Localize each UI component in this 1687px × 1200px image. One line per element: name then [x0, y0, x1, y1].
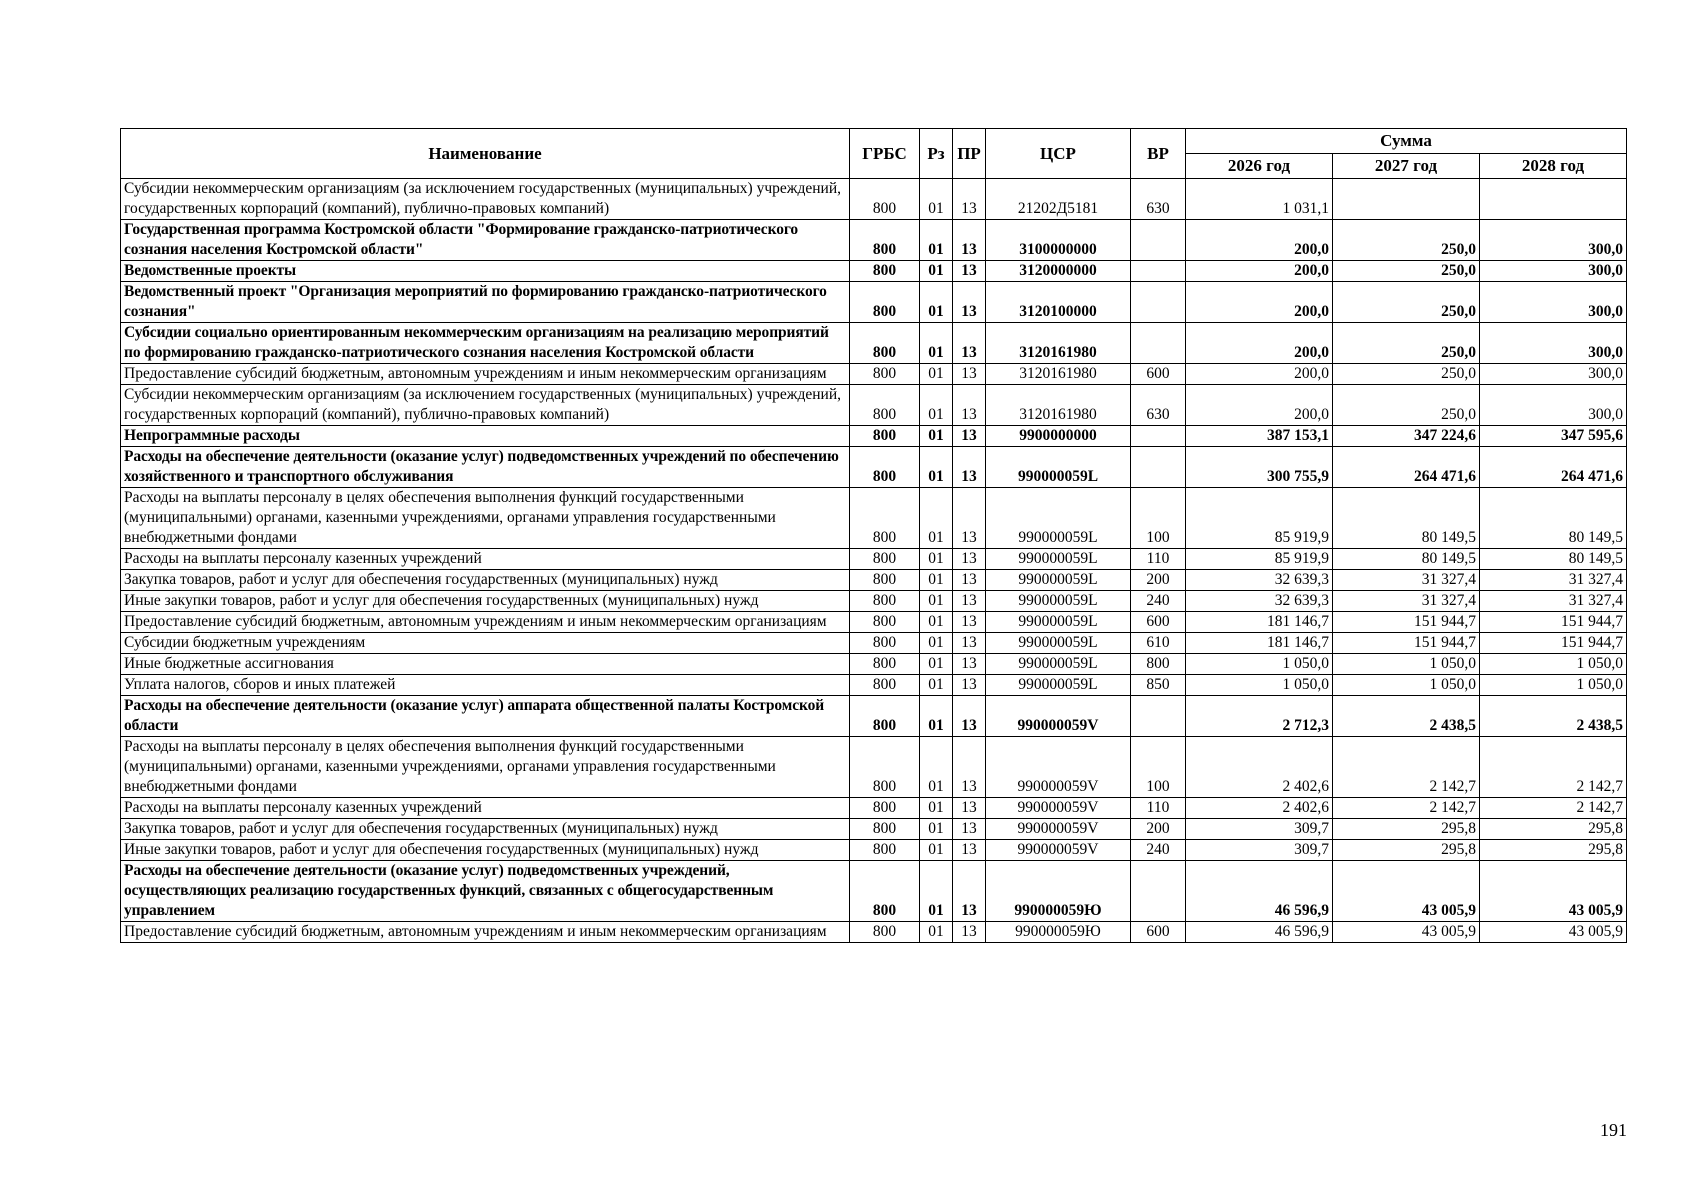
- cell-sum-2026: 1 050,0: [1186, 675, 1333, 696]
- cell-vr: 110: [1131, 549, 1186, 570]
- table-row: [121, 261, 1627, 282]
- header-year-2027: 2027 год: [1333, 154, 1480, 179]
- cell-vr: 100: [1131, 737, 1186, 798]
- cell-vr: [1131, 261, 1186, 282]
- cell-rz: 01: [920, 426, 953, 447]
- table-row: [121, 549, 1627, 570]
- table-body: [121, 179, 1627, 943]
- table-row: [121, 385, 1627, 426]
- cell-csr: 3120161980: [986, 385, 1131, 426]
- cell-sum-2026: 200,0: [1186, 282, 1333, 323]
- cell-csr: 990000059Ю: [986, 922, 1131, 943]
- header-csr: ЦСР: [986, 129, 1131, 179]
- cell-name: Уплата налогов, сборов и иных платежей: [121, 675, 850, 696]
- cell-rz: 01: [920, 591, 953, 612]
- cell-vr: [1131, 282, 1186, 323]
- cell-csr: 990000059V: [986, 798, 1131, 819]
- cell-name: Предоставление субсидий бюджетным, автономным учреждениям и иным некоммерческим организациям: [121, 612, 850, 633]
- cell-pr: 13: [953, 261, 986, 282]
- cell-sum-2028: 80 149,5: [1480, 549, 1627, 570]
- cell-grbs: 800: [850, 798, 920, 819]
- cell-csr: 990000059L: [986, 654, 1131, 675]
- cell-name: Субсидии бюджетным учреждениям: [121, 633, 850, 654]
- cell-pr: 13: [953, 220, 986, 261]
- cell-name: Расходы на выплаты персоналу в целях обеспечения выполнения функций государственными (муниципальными) органами, казенными учреждениями, органами управления государственными внебюджетными фондами: [121, 737, 850, 798]
- cell-name: Расходы на выплаты персоналу казенных учреждений: [121, 549, 850, 570]
- cell-name: Расходы на обеспечение деятельности (оказание услуг) подведомственных учреждений по обеспечению хозяйственного и транспортного обслуживания: [121, 447, 850, 488]
- cell-name: Закупка товаров, работ и услуг для обеспечения государственных (муниципальных) нужд: [121, 819, 850, 840]
- table-row: [121, 179, 1627, 220]
- cell-sum-2027: 250,0: [1333, 364, 1480, 385]
- cell-sum-2026: 181 146,7: [1186, 612, 1333, 633]
- cell-sum-2027: [1333, 179, 1480, 220]
- cell-sum-2027: 264 471,6: [1333, 447, 1480, 488]
- cell-sum-2026: 85 919,9: [1186, 549, 1333, 570]
- cell-vr: 240: [1131, 840, 1186, 861]
- cell-csr: 990000059L: [986, 447, 1131, 488]
- cell-vr: 600: [1131, 612, 1186, 633]
- header-rz: Рз: [920, 129, 953, 179]
- table-row: [121, 220, 1627, 261]
- cell-rz: 01: [920, 179, 953, 220]
- cell-pr: 13: [953, 696, 986, 737]
- cell-pr: 13: [953, 798, 986, 819]
- cell-sum-2027: 1 050,0: [1333, 654, 1480, 675]
- cell-grbs: 800: [850, 323, 920, 364]
- cell-sum-2028: 2 142,7: [1480, 798, 1627, 819]
- table-row: [121, 591, 1627, 612]
- cell-sum-2028: 300,0: [1480, 220, 1627, 261]
- cell-pr: 13: [953, 819, 986, 840]
- cell-vr: 200: [1131, 570, 1186, 591]
- cell-sum-2027: 250,0: [1333, 261, 1480, 282]
- table-row: [121, 696, 1627, 737]
- cell-vr: 600: [1131, 922, 1186, 943]
- cell-sum-2028: 2 142,7: [1480, 737, 1627, 798]
- cell-sum-2026: 1 050,0: [1186, 654, 1333, 675]
- cell-pr: 13: [953, 861, 986, 922]
- cell-sum-2027: 347 224,6: [1333, 426, 1480, 447]
- cell-csr: 990000059L: [986, 633, 1131, 654]
- cell-vr: 630: [1131, 385, 1186, 426]
- cell-sum-2028: 1 050,0: [1480, 654, 1627, 675]
- cell-csr: 990000059L: [986, 675, 1131, 696]
- cell-sum-2028: 300,0: [1480, 385, 1627, 426]
- cell-name: Ведомственный проект "Организация мероприятий по формированию гражданско-патриотического сознания": [121, 282, 850, 323]
- cell-csr: 990000059L: [986, 488, 1131, 549]
- table-row: [121, 570, 1627, 591]
- cell-pr: 13: [953, 570, 986, 591]
- cell-sum-2026: 46 596,9: [1186, 922, 1333, 943]
- cell-vr: [1131, 861, 1186, 922]
- header-sum: Сумма: [1186, 129, 1627, 154]
- cell-vr: 610: [1131, 633, 1186, 654]
- cell-csr: 990000059L: [986, 612, 1131, 633]
- cell-sum-2027: 250,0: [1333, 220, 1480, 261]
- cell-sum-2028: 295,8: [1480, 819, 1627, 840]
- cell-sum-2028: 300,0: [1480, 364, 1627, 385]
- cell-name: Субсидии некоммерческим организациям (за исключением государственных (муниципальных) учреждений, государственных корпораций (компаний), публично-правовых компаний): [121, 179, 850, 220]
- cell-sum-2028: 300,0: [1480, 261, 1627, 282]
- cell-sum-2027: 151 944,7: [1333, 633, 1480, 654]
- cell-grbs: 800: [850, 819, 920, 840]
- header-year-2026: 2026 год: [1186, 154, 1333, 179]
- cell-name: Расходы на обеспечение деятельности (оказание услуг) подведомственных учреждений, осуществляющих реализацию государственных функций, связанных с общегосударственным управлением: [121, 861, 850, 922]
- cell-vr: 110: [1131, 798, 1186, 819]
- cell-sum-2026: 46 596,9: [1186, 861, 1333, 922]
- cell-rz: 01: [920, 633, 953, 654]
- cell-vr: 240: [1131, 591, 1186, 612]
- cell-sum-2028: 31 327,4: [1480, 570, 1627, 591]
- cell-grbs: 800: [850, 633, 920, 654]
- cell-vr: 100: [1131, 488, 1186, 549]
- cell-sum-2027: 250,0: [1333, 323, 1480, 364]
- page-number: 191: [1600, 1120, 1627, 1140]
- table-header: [121, 129, 1627, 179]
- cell-sum-2028: 1 050,0: [1480, 675, 1627, 696]
- cell-sum-2028: 151 944,7: [1480, 633, 1627, 654]
- cell-name: Иные бюджетные ассигнования: [121, 654, 850, 675]
- cell-grbs: 800: [850, 179, 920, 220]
- cell-name: Непрограммные расходы: [121, 426, 850, 447]
- cell-vr: [1131, 323, 1186, 364]
- table-row: [121, 282, 1627, 323]
- cell-sum-2026: 200,0: [1186, 385, 1333, 426]
- cell-grbs: 800: [850, 549, 920, 570]
- cell-sum-2027: 43 005,9: [1333, 861, 1480, 922]
- cell-sum-2026: 200,0: [1186, 364, 1333, 385]
- cell-pr: 13: [953, 426, 986, 447]
- header-grbs: ГРБС: [850, 129, 920, 179]
- cell-grbs: 800: [850, 364, 920, 385]
- table-row: [121, 840, 1627, 861]
- cell-csr: 3120000000: [986, 261, 1131, 282]
- table-row: [121, 675, 1627, 696]
- cell-sum-2028: 300,0: [1480, 282, 1627, 323]
- cell-sum-2027: 80 149,5: [1333, 549, 1480, 570]
- cell-sum-2027: 1 050,0: [1333, 675, 1480, 696]
- cell-sum-2026: 309,7: [1186, 819, 1333, 840]
- cell-sum-2027: 2 142,7: [1333, 737, 1480, 798]
- table-row: [121, 364, 1627, 385]
- table-row: [121, 323, 1627, 364]
- cell-grbs: 800: [850, 261, 920, 282]
- cell-sum-2028: 43 005,9: [1480, 922, 1627, 943]
- cell-rz: 01: [920, 447, 953, 488]
- table-row: [121, 798, 1627, 819]
- cell-sum-2028: 347 595,6: [1480, 426, 1627, 447]
- cell-csr: 3100000000: [986, 220, 1131, 261]
- cell-csr: 990000059L: [986, 549, 1131, 570]
- cell-csr: 990000059V: [986, 696, 1131, 737]
- cell-grbs: 800: [850, 840, 920, 861]
- cell-rz: 01: [920, 570, 953, 591]
- cell-rz: 01: [920, 819, 953, 840]
- cell-pr: 13: [953, 323, 986, 364]
- cell-sum-2027: 80 149,5: [1333, 488, 1480, 549]
- cell-sum-2026: 85 919,9: [1186, 488, 1333, 549]
- cell-sum-2026: 387 153,1: [1186, 426, 1333, 447]
- cell-sum-2028: 80 149,5: [1480, 488, 1627, 549]
- cell-grbs: 800: [850, 696, 920, 737]
- cell-sum-2027: 295,8: [1333, 819, 1480, 840]
- cell-rz: 01: [920, 612, 953, 633]
- cell-sum-2027: 31 327,4: [1333, 570, 1480, 591]
- cell-name: Государственная программа Костромской области "Формирование гражданско-патриотического сознания населения Костромской области": [121, 220, 850, 261]
- cell-name: Закупка товаров, работ и услуг для обеспечения государственных (муниципальных) нужд: [121, 570, 850, 591]
- cell-vr: 850: [1131, 675, 1186, 696]
- cell-sum-2028: 43 005,9: [1480, 861, 1627, 922]
- cell-csr: 3120161980: [986, 323, 1131, 364]
- cell-sum-2026: 309,7: [1186, 840, 1333, 861]
- cell-pr: 13: [953, 612, 986, 633]
- cell-csr: 3120100000: [986, 282, 1131, 323]
- cell-sum-2027: 151 944,7: [1333, 612, 1480, 633]
- cell-sum-2027: 2 438,5: [1333, 696, 1480, 737]
- cell-vr: 200: [1131, 819, 1186, 840]
- cell-csr: 990000059Ю: [986, 861, 1131, 922]
- cell-sum-2027: 31 327,4: [1333, 591, 1480, 612]
- header-vr: ВР: [1131, 129, 1186, 179]
- cell-rz: 01: [920, 220, 953, 261]
- cell-csr: 990000059L: [986, 591, 1131, 612]
- cell-pr: 13: [953, 179, 986, 220]
- cell-pr: 13: [953, 840, 986, 861]
- cell-rz: 01: [920, 488, 953, 549]
- table-row: [121, 488, 1627, 549]
- table-row: [121, 654, 1627, 675]
- header-pr: ПР: [953, 129, 986, 179]
- cell-vr: 800: [1131, 654, 1186, 675]
- cell-pr: 13: [953, 675, 986, 696]
- cell-rz: 01: [920, 696, 953, 737]
- cell-name: Расходы на выплаты персоналу казенных учреждений: [121, 798, 850, 819]
- cell-grbs: 800: [850, 737, 920, 798]
- cell-pr: 13: [953, 549, 986, 570]
- cell-pr: 13: [953, 654, 986, 675]
- cell-vr: [1131, 426, 1186, 447]
- cell-rz: 01: [920, 385, 953, 426]
- cell-pr: 13: [953, 447, 986, 488]
- cell-sum-2028: 151 944,7: [1480, 612, 1627, 633]
- cell-pr: 13: [953, 922, 986, 943]
- cell-rz: 01: [920, 261, 953, 282]
- cell-sum-2028: 264 471,6: [1480, 447, 1627, 488]
- cell-sum-2028: 300,0: [1480, 323, 1627, 364]
- cell-grbs: 800: [850, 570, 920, 591]
- cell-vr: [1131, 220, 1186, 261]
- cell-grbs: 800: [850, 282, 920, 323]
- cell-vr: [1131, 447, 1186, 488]
- cell-sum-2026: 1 031,1: [1186, 179, 1333, 220]
- cell-rz: 01: [920, 798, 953, 819]
- cell-sum-2028: 31 327,4: [1480, 591, 1627, 612]
- cell-csr: 990000059L: [986, 570, 1131, 591]
- cell-sum-2027: 250,0: [1333, 282, 1480, 323]
- cell-vr: 630: [1131, 179, 1186, 220]
- cell-sum-2026: 200,0: [1186, 323, 1333, 364]
- cell-grbs: 800: [850, 922, 920, 943]
- cell-sum-2027: 43 005,9: [1333, 922, 1480, 943]
- cell-rz: 01: [920, 323, 953, 364]
- cell-sum-2026: 2 712,3: [1186, 696, 1333, 737]
- table-row: [121, 633, 1627, 654]
- cell-rz: 01: [920, 840, 953, 861]
- cell-sum-2026: 2 402,6: [1186, 737, 1333, 798]
- cell-sum-2026: 32 639,3: [1186, 591, 1333, 612]
- cell-name: Предоставление субсидий бюджетным, автономным учреждениям и иным некоммерческим организациям: [121, 364, 850, 385]
- table-row: [121, 922, 1627, 943]
- cell-sum-2027: 250,0: [1333, 385, 1480, 426]
- cell-grbs: 800: [850, 385, 920, 426]
- table-row: [121, 447, 1627, 488]
- cell-pr: 13: [953, 364, 986, 385]
- cell-name: Иные закупки товаров, работ и услуг для обеспечения государственных (муниципальных) нужд: [121, 840, 850, 861]
- cell-sum-2027: 295,8: [1333, 840, 1480, 861]
- cell-sum-2028: [1480, 179, 1627, 220]
- cell-rz: 01: [920, 675, 953, 696]
- header-name: Наименование: [121, 129, 850, 179]
- cell-csr: 3120161980: [986, 364, 1131, 385]
- cell-grbs: 800: [850, 591, 920, 612]
- cell-pr: 13: [953, 591, 986, 612]
- cell-sum-2027: 2 142,7: [1333, 798, 1480, 819]
- cell-pr: 13: [953, 282, 986, 323]
- cell-grbs: 800: [850, 488, 920, 549]
- cell-csr: 990000059V: [986, 840, 1131, 861]
- cell-sum-2026: 32 639,3: [1186, 570, 1333, 591]
- cell-rz: 01: [920, 364, 953, 385]
- cell-sum-2028: 295,8: [1480, 840, 1627, 861]
- cell-grbs: 800: [850, 426, 920, 447]
- table-row: [121, 737, 1627, 798]
- cell-csr: 990000059V: [986, 819, 1131, 840]
- cell-csr: 21202Д5181: [986, 179, 1131, 220]
- cell-name: Иные закупки товаров, работ и услуг для обеспечения государственных (муниципальных) нужд: [121, 591, 850, 612]
- cell-rz: 01: [920, 737, 953, 798]
- cell-grbs: 800: [850, 612, 920, 633]
- table-row: [121, 861, 1627, 922]
- table-row: [121, 426, 1627, 447]
- cell-name: Расходы на выплаты персоналу в целях обеспечения выполнения функций государственными (муниципальными) органами, казенными учреждениями, органами управления государственными внебюджетными фондами: [121, 488, 850, 549]
- cell-sum-2028: 2 438,5: [1480, 696, 1627, 737]
- table-row: [121, 612, 1627, 633]
- cell-name: Субсидии некоммерческим организациям (за исключением государственных (муниципальных) учреждений, государственных корпораций (компаний), публично-правовых компаний): [121, 385, 850, 426]
- cell-vr: 600: [1131, 364, 1186, 385]
- cell-name: Субсидии социально ориентированным некоммерческим организациям на реализацию мероприятий по формированию гражданско-патриотического сознания населения Костромской области: [121, 323, 850, 364]
- cell-csr: 9900000000: [986, 426, 1131, 447]
- cell-pr: 13: [953, 737, 986, 798]
- cell-sum-2026: 200,0: [1186, 261, 1333, 282]
- cell-vr: [1131, 696, 1186, 737]
- cell-pr: 13: [953, 488, 986, 549]
- cell-grbs: 800: [850, 220, 920, 261]
- cell-csr: 990000059V: [986, 737, 1131, 798]
- cell-rz: 01: [920, 861, 953, 922]
- cell-pr: 13: [953, 633, 986, 654]
- table-row: [121, 819, 1627, 840]
- cell-grbs: 800: [850, 675, 920, 696]
- cell-name: Расходы на обеспечение деятельности (оказание услуг) аппарата общественной палаты Костромской области: [121, 696, 850, 737]
- cell-name: Ведомственные проекты: [121, 261, 850, 282]
- budget-table: [120, 128, 1627, 943]
- cell-sum-2026: 200,0: [1186, 220, 1333, 261]
- cell-pr: 13: [953, 385, 986, 426]
- cell-grbs: 800: [850, 654, 920, 675]
- cell-grbs: 800: [850, 447, 920, 488]
- cell-rz: 01: [920, 922, 953, 943]
- cell-sum-2026: 300 755,9: [1186, 447, 1333, 488]
- cell-sum-2026: 181 146,7: [1186, 633, 1333, 654]
- header-year-2028: 2028 год: [1480, 154, 1627, 179]
- cell-sum-2026: 2 402,6: [1186, 798, 1333, 819]
- cell-grbs: 800: [850, 861, 920, 922]
- cell-name: Предоставление субсидий бюджетным, автономным учреждениям и иным некоммерческим организациям: [121, 922, 850, 943]
- cell-rz: 01: [920, 654, 953, 675]
- cell-rz: 01: [920, 282, 953, 323]
- cell-rz: 01: [920, 549, 953, 570]
